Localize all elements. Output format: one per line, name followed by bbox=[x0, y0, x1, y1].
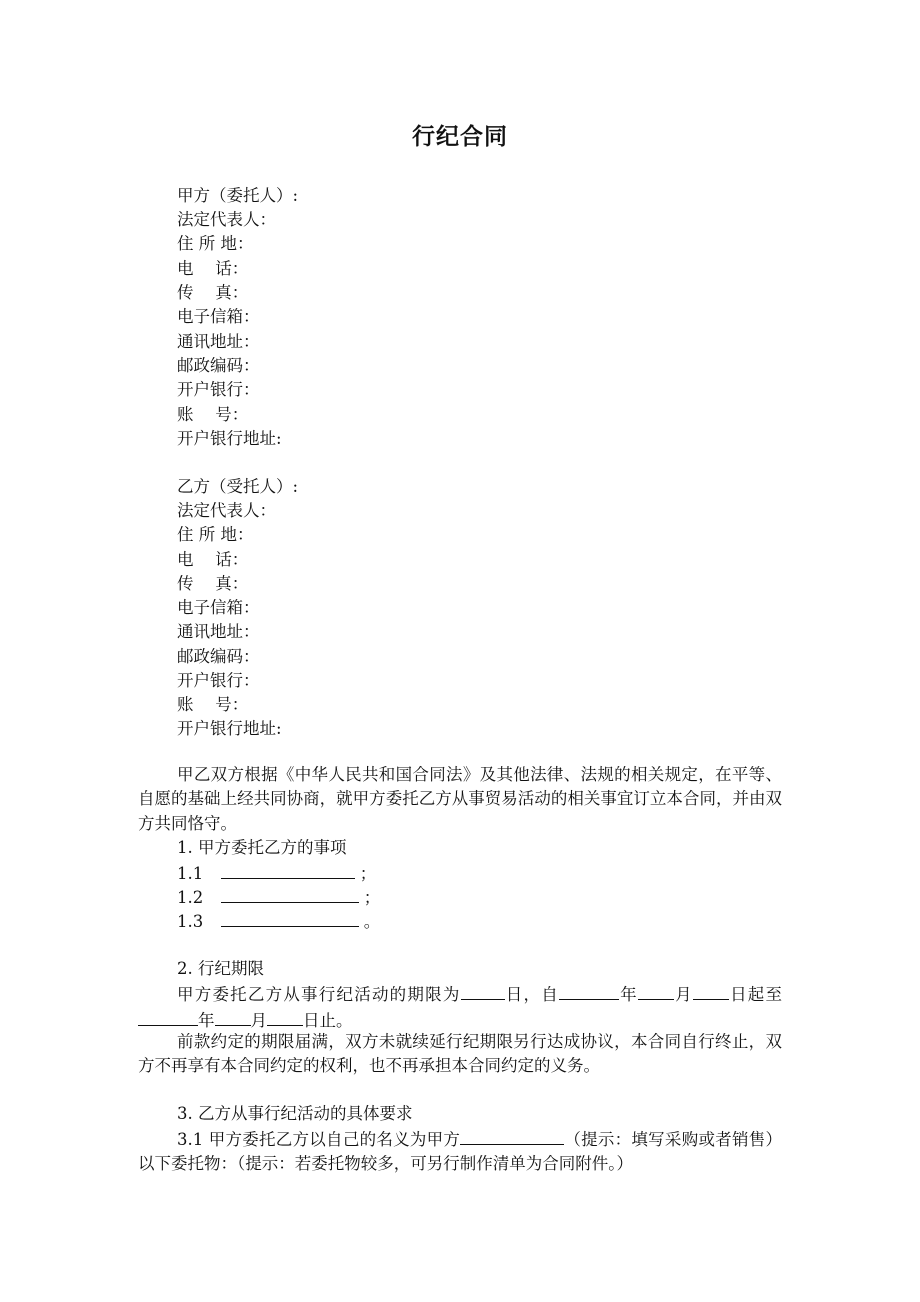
term-text: 日止。 bbox=[303, 1011, 353, 1031]
party-a-postcode: 邮政编码： bbox=[177, 356, 260, 375]
purchase-or-sale-blank[interactable] bbox=[460, 1126, 564, 1145]
term-text: 月 bbox=[673, 985, 693, 1004]
party-b-account: 账 号： bbox=[177, 695, 249, 714]
clause-text: 3.1 甲方委托乙方以自己的名义为甲方 bbox=[177, 1130, 461, 1149]
start-year-blank[interactable] bbox=[559, 981, 619, 1000]
party-a-fax: 传 真： bbox=[177, 283, 249, 302]
party-a-heading: 甲方（委托人）: bbox=[177, 186, 299, 205]
end-month-blank[interactable] bbox=[215, 1007, 251, 1026]
item-number: 1.2 bbox=[177, 888, 204, 907]
section-3-1-paragraph bbox=[138, 1126, 782, 1177]
party-a-bank-address: 开户银行地址: bbox=[177, 429, 282, 448]
item-number: 1.3 bbox=[177, 912, 204, 931]
party-b-legal-rep: 法定代表人： bbox=[177, 501, 276, 520]
party-a-phone: 电 话： bbox=[177, 259, 249, 278]
term-text: 日，自 bbox=[504, 985, 559, 1004]
start-month-blank[interactable] bbox=[638, 981, 674, 1000]
item-end-punct: ； bbox=[363, 888, 381, 907]
term-text: 年 bbox=[618, 985, 638, 1004]
party-a-address: 住 所 地： bbox=[177, 234, 254, 253]
term-text: 甲方委托乙方从事行纪活动的期限为 bbox=[177, 985, 461, 1004]
section-2-heading: 2. 行纪期限 bbox=[177, 959, 264, 978]
end-year-blank[interactable] bbox=[138, 1007, 198, 1026]
term-text: 日起至 bbox=[728, 985, 783, 1004]
party-b-address: 住 所 地： bbox=[177, 525, 254, 544]
party-b-phone: 电 话： bbox=[177, 550, 249, 569]
party-a-legal-rep: 法定代表人： bbox=[177, 210, 276, 229]
term-text: 月 bbox=[250, 1011, 267, 1031]
term-text: 年 bbox=[198, 1011, 215, 1031]
clause-text: （提示：填写采购或者销售）以下委托物：（提示：若委托物较多，可另行制作清单为合同附件。） bbox=[138, 1130, 782, 1174]
party-b-mail-address: 通讯地址： bbox=[177, 622, 260, 641]
term-paragraph bbox=[138, 981, 782, 1034]
party-b-fax: 传 真： bbox=[177, 574, 249, 593]
end-day-blank[interactable] bbox=[267, 1007, 303, 1026]
start-day-blank[interactable] bbox=[693, 981, 729, 1000]
fill-blank[interactable] bbox=[221, 908, 359, 927]
fill-blank[interactable] bbox=[221, 884, 359, 903]
term-expiry-paragraph: 前款约定的期限届满，双方未就续延行纪期限另行达成协议，本合同自行终止，双方不再享有本合同约定的权利，也不再承担本合同约定的义务。 bbox=[138, 1032, 782, 1076]
party-b-postcode: 邮政编码： bbox=[177, 647, 260, 666]
party-a-mail-address: 通讯地址： bbox=[177, 332, 260, 351]
section-3-heading: 3. 乙方从事行纪活动的具体要求 bbox=[177, 1104, 413, 1123]
party-b-email: 电子信箱： bbox=[177, 598, 260, 617]
party-b-bank: 开户银行： bbox=[177, 671, 260, 690]
party-a-bank: 开户银行： bbox=[177, 380, 260, 399]
item-end-punct: 。 bbox=[363, 912, 381, 931]
party-b-heading: 乙方（受托人）: bbox=[177, 477, 299, 496]
section-1-item-3 bbox=[177, 908, 380, 934]
preamble-paragraph: 甲乙双方根据《中华人民共和国合同法》及其他法律、法规的相关规定，在平等、自愿的基础上经共同协商，就甲方委托乙方从事贸易活动的相关事宜订立本合同，并由双方共同恪守。 bbox=[138, 765, 782, 833]
days-blank[interactable] bbox=[461, 981, 505, 1000]
party-b-bank-address: 开户银行地址: bbox=[177, 719, 282, 738]
section-1-item-1 bbox=[177, 860, 376, 886]
section-1-heading: 1. 甲方委托乙方的事项 bbox=[177, 838, 347, 857]
party-a-account: 账 号： bbox=[177, 405, 249, 424]
fill-blank[interactable] bbox=[221, 860, 355, 879]
item-end-punct: ； bbox=[359, 864, 377, 883]
party-a-email: 电子信箱： bbox=[177, 307, 260, 326]
section-1-item-2 bbox=[177, 884, 380, 910]
item-number: 1.1 bbox=[177, 864, 204, 883]
document-title: 行纪合同 bbox=[412, 124, 508, 150]
